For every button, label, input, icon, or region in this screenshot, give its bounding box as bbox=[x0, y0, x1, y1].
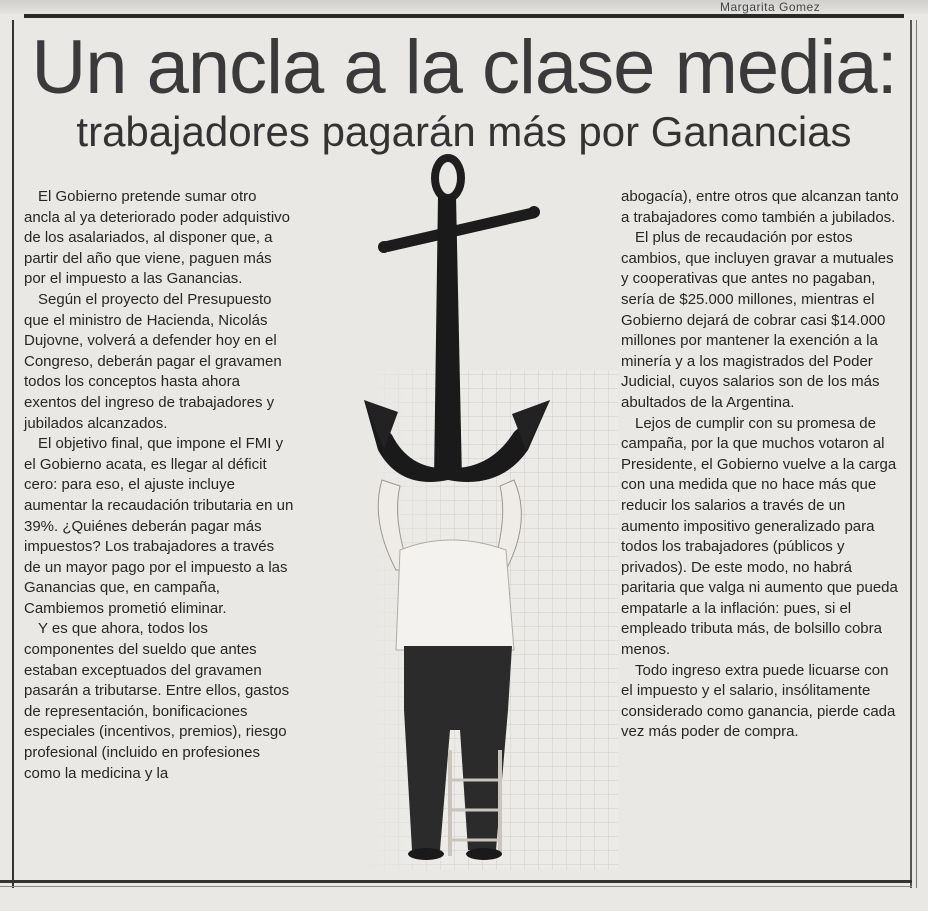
anchor-photo-illustration bbox=[300, 150, 618, 870]
article-column-left bbox=[24, 187, 294, 784]
paragraph: abogacía), entre otros que alcanzan tanto a trabajadores como también a jubilados. bbox=[621, 188, 899, 226]
top-rule bbox=[24, 14, 904, 18]
paragraph: Todo ingreso extra puede licuarse con el impuesto y el salario, insólitamente considerado como ganancia, pierde cada vez más poder de compra. bbox=[621, 661, 896, 741]
paragraph: El objetivo final, que impone el FMI y el Gobierno acata, es llegar al déficit cero: para eso, el ajuste incluye aumentar la recaudación tributaria en un 39%. ¿Quiénes deberán pagar más impuestos? Los trabajadores a través de un mayor pago por el impuesto a las Ganancias que, en campaña, Cambiemos prometió eliminar. bbox=[24, 435, 294, 617]
bottom-rule-thin bbox=[0, 886, 912, 887]
anchor-man-photo bbox=[300, 150, 618, 870]
paragraph: El Gobierno pretende sumar otro ancla al ya deteriorado poder adquistivo de los asalariados, al disponer que, a partir del año que viene, paguen más por el impuesto a las Ganancias. bbox=[24, 188, 291, 288]
paragraph: El plus de recaudación por estos cambios, que incluyen gravar a mutuales y cooperativas que antes no pagaban, sería de $25.000 millones, mientras el Gobierno dejará de cobrar casi $14.000 millones por mantener la exención a la minería y a los magistrados del Poder Judicial, cuyos salarios son de los más abultados de la Argentina. bbox=[621, 229, 894, 411]
paragraph: Y es que ahora, todos los componentes del sueldo que antes estaban exceptuados del gravamen pasarán a tributarse. Entre ellos, gastos de representación, bonificaciones especiales (incentivos, premios), riesgo profesional (incluido en profesiones como la medicina y la bbox=[24, 620, 290, 782]
article-column-right bbox=[621, 187, 899, 743]
paragraph: Según el proyecto del Presupuesto que el ministro de Hacienda, Nicolás Dujovne, volverá a defender hoy en el Congreso, deberán pagar el gravamen todos los conceptos hasta ahora exentos del ingreso de trabajadores y jubilados alcanzados. bbox=[24, 290, 282, 432]
bottom-rule bbox=[0, 880, 912, 883]
paragraph: Lejos de cumplir con su promesa de campaña, por la que muchos votaron al Presidente, el Gobierno vuelve a la carga con una medida que no hace más que reducir los salarios a través de un aumento impositivo generalizado para todos los trabajadores (públicos y privados). De este modo, no habrá paritaria que valga ni aumento que pueda empatarle a la inflación: pues, si el empleado tributa más, de bolsillo cobra menos. bbox=[621, 414, 898, 659]
byline: Margarita Gomez bbox=[720, 0, 821, 14]
headline: Un ancla a la clase media: bbox=[31, 25, 897, 110]
subheadline: trabajadores pagarán más por Ganancias bbox=[76, 108, 852, 155]
